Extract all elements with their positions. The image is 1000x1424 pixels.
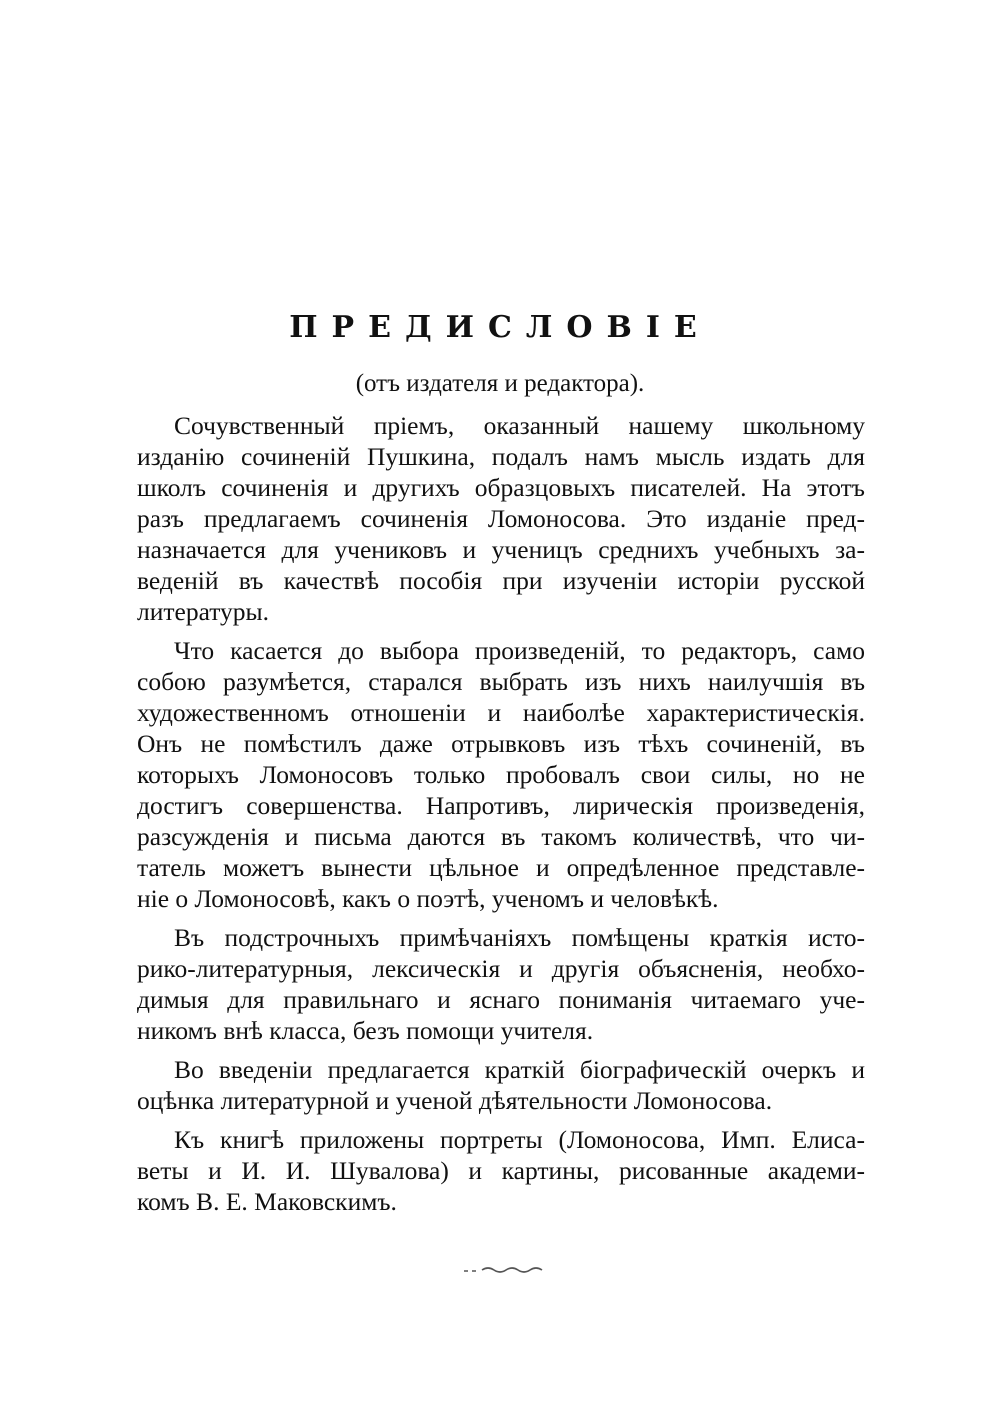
text-line: димыя для правильнаго и яснаго пониманія читаемаго уче- bbox=[137, 985, 865, 1014]
text-line: разъ предлагаемъ сочиненія Ломоносова. Это изданіе пред- bbox=[137, 504, 865, 533]
text-line: достигъ совершенства. Напротивъ, лирическія произведенія, bbox=[137, 791, 865, 820]
text-line: разсужденія и письма даются въ такомъ количествѣ, что чи- bbox=[137, 822, 865, 851]
page-subtitle: (отъ издателя и редактора). bbox=[355, 370, 645, 397]
text-line: изданію сочиненій Пушкина, подалъ намъ мысль издать для bbox=[137, 442, 865, 471]
text-line: собою разумѣется, старался выбрать изъ нихъ наилучшія въ bbox=[137, 667, 865, 696]
text-line: Что касается до выбора произведеній, то редакторъ, само bbox=[174, 636, 865, 665]
text-line: Къ книгѣ приложены портреты (Ломоносова, Имп. Елиса- bbox=[174, 1125, 865, 1154]
end-ornament-icon bbox=[460, 1262, 550, 1276]
text-line: комъ В. Е. Маковскимъ. bbox=[137, 1187, 397, 1216]
text-line: Онъ не помѣстилъ даже отрывковъ изъ тѣхъ сочиненій, въ bbox=[137, 729, 865, 758]
text-line: литературы. bbox=[137, 597, 270, 626]
text-line: веты и И. И. Шувалова) и картины, рисованные академи- bbox=[137, 1156, 865, 1185]
text-line: художественномъ отношеніи и наиболѣе характеристическія. bbox=[137, 698, 865, 727]
text-line: школъ сочиненія и другихъ образцовыхъ писателей. На этотъ bbox=[137, 473, 865, 502]
text-line: которыхъ Ломоносовъ только пробовалъ свои силы, но не bbox=[137, 760, 865, 789]
text-line: назначается для учениковъ и ученицъ среднихъ учебныхъ за- bbox=[137, 535, 865, 564]
text-line: Во введеніи предлагается краткій біографическій очеркъ и bbox=[174, 1055, 865, 1084]
text-line: ніе о Ломоносовѣ, какъ о поэтѣ, ученомъ и человѣкѣ. bbox=[137, 884, 719, 913]
text-line: татель можетъ вынести цѣльное и опредѣленное представле- bbox=[137, 853, 865, 882]
text-line: оцѣнка литературной и ученой дѣятельности Ломоносова. bbox=[137, 1086, 773, 1115]
text-line: Сочувственный пріемъ, оказанный нашему школьному bbox=[174, 411, 865, 440]
page-title: ПРЕДИСЛОВІЕ bbox=[289, 310, 711, 345]
text-line: никомъ внѣ класса, безъ помощи учителя. bbox=[137, 1016, 594, 1045]
preface-body bbox=[137, 410, 865, 1217]
text-line: рико-литературныя, лексическія и другія объясненія, необхо- bbox=[137, 954, 865, 983]
text-line: веденій въ качествѣ пособія при изученіи исторіи русской bbox=[137, 566, 865, 595]
text-line: Въ подстрочныхъ примѣчаніяхъ помѣщены краткія исто- bbox=[174, 923, 865, 952]
